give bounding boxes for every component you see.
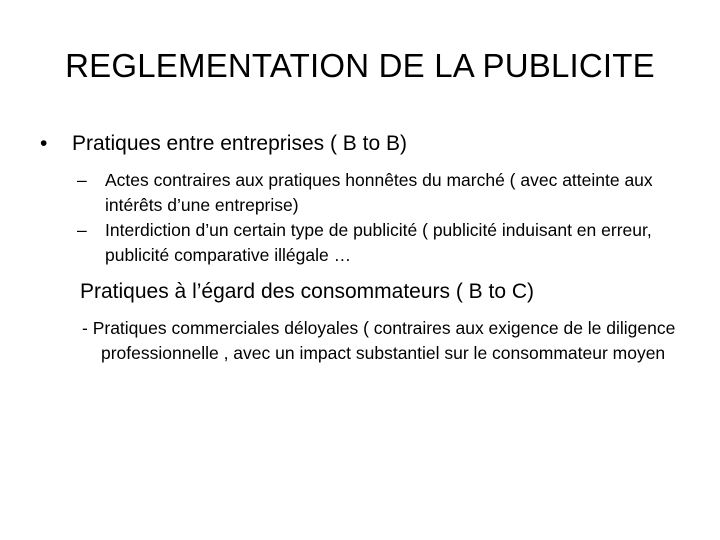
bullet-text: Pratiques entre entreprises ( B to B) xyxy=(72,132,407,155)
paragraph-pratiques-commerciales: - Pratiques commerciales déloyales ( contraires aux exigence de le diligence professionnelle , avec un impact substantiel sur le consommateur moyen xyxy=(82,318,676,363)
slide-body xyxy=(40,130,700,366)
slide-title: REGLEMENTATION DE LA PUBLICITE xyxy=(65,47,655,84)
heading-b-to-c: Pratiques à l’égard des consommateurs ( B to C) xyxy=(80,280,535,303)
dash-marker: – xyxy=(77,170,87,190)
sub-item-text: Actes contraires aux pratiques honnêtes du marché ( avec atteinte aux intérêts d’une entreprise) xyxy=(105,170,653,215)
bullet-item-b-to-b xyxy=(40,130,700,158)
sub-item-actes-contraires xyxy=(44,168,695,218)
sub-item-interdiction xyxy=(44,218,695,268)
dash-marker: – xyxy=(77,220,87,240)
bullet-marker: • xyxy=(40,132,48,155)
sub-item-text: Interdiction d’un certain type de publicité ( publicité induisant en erreur, publicité comparative illégale … xyxy=(105,220,652,265)
